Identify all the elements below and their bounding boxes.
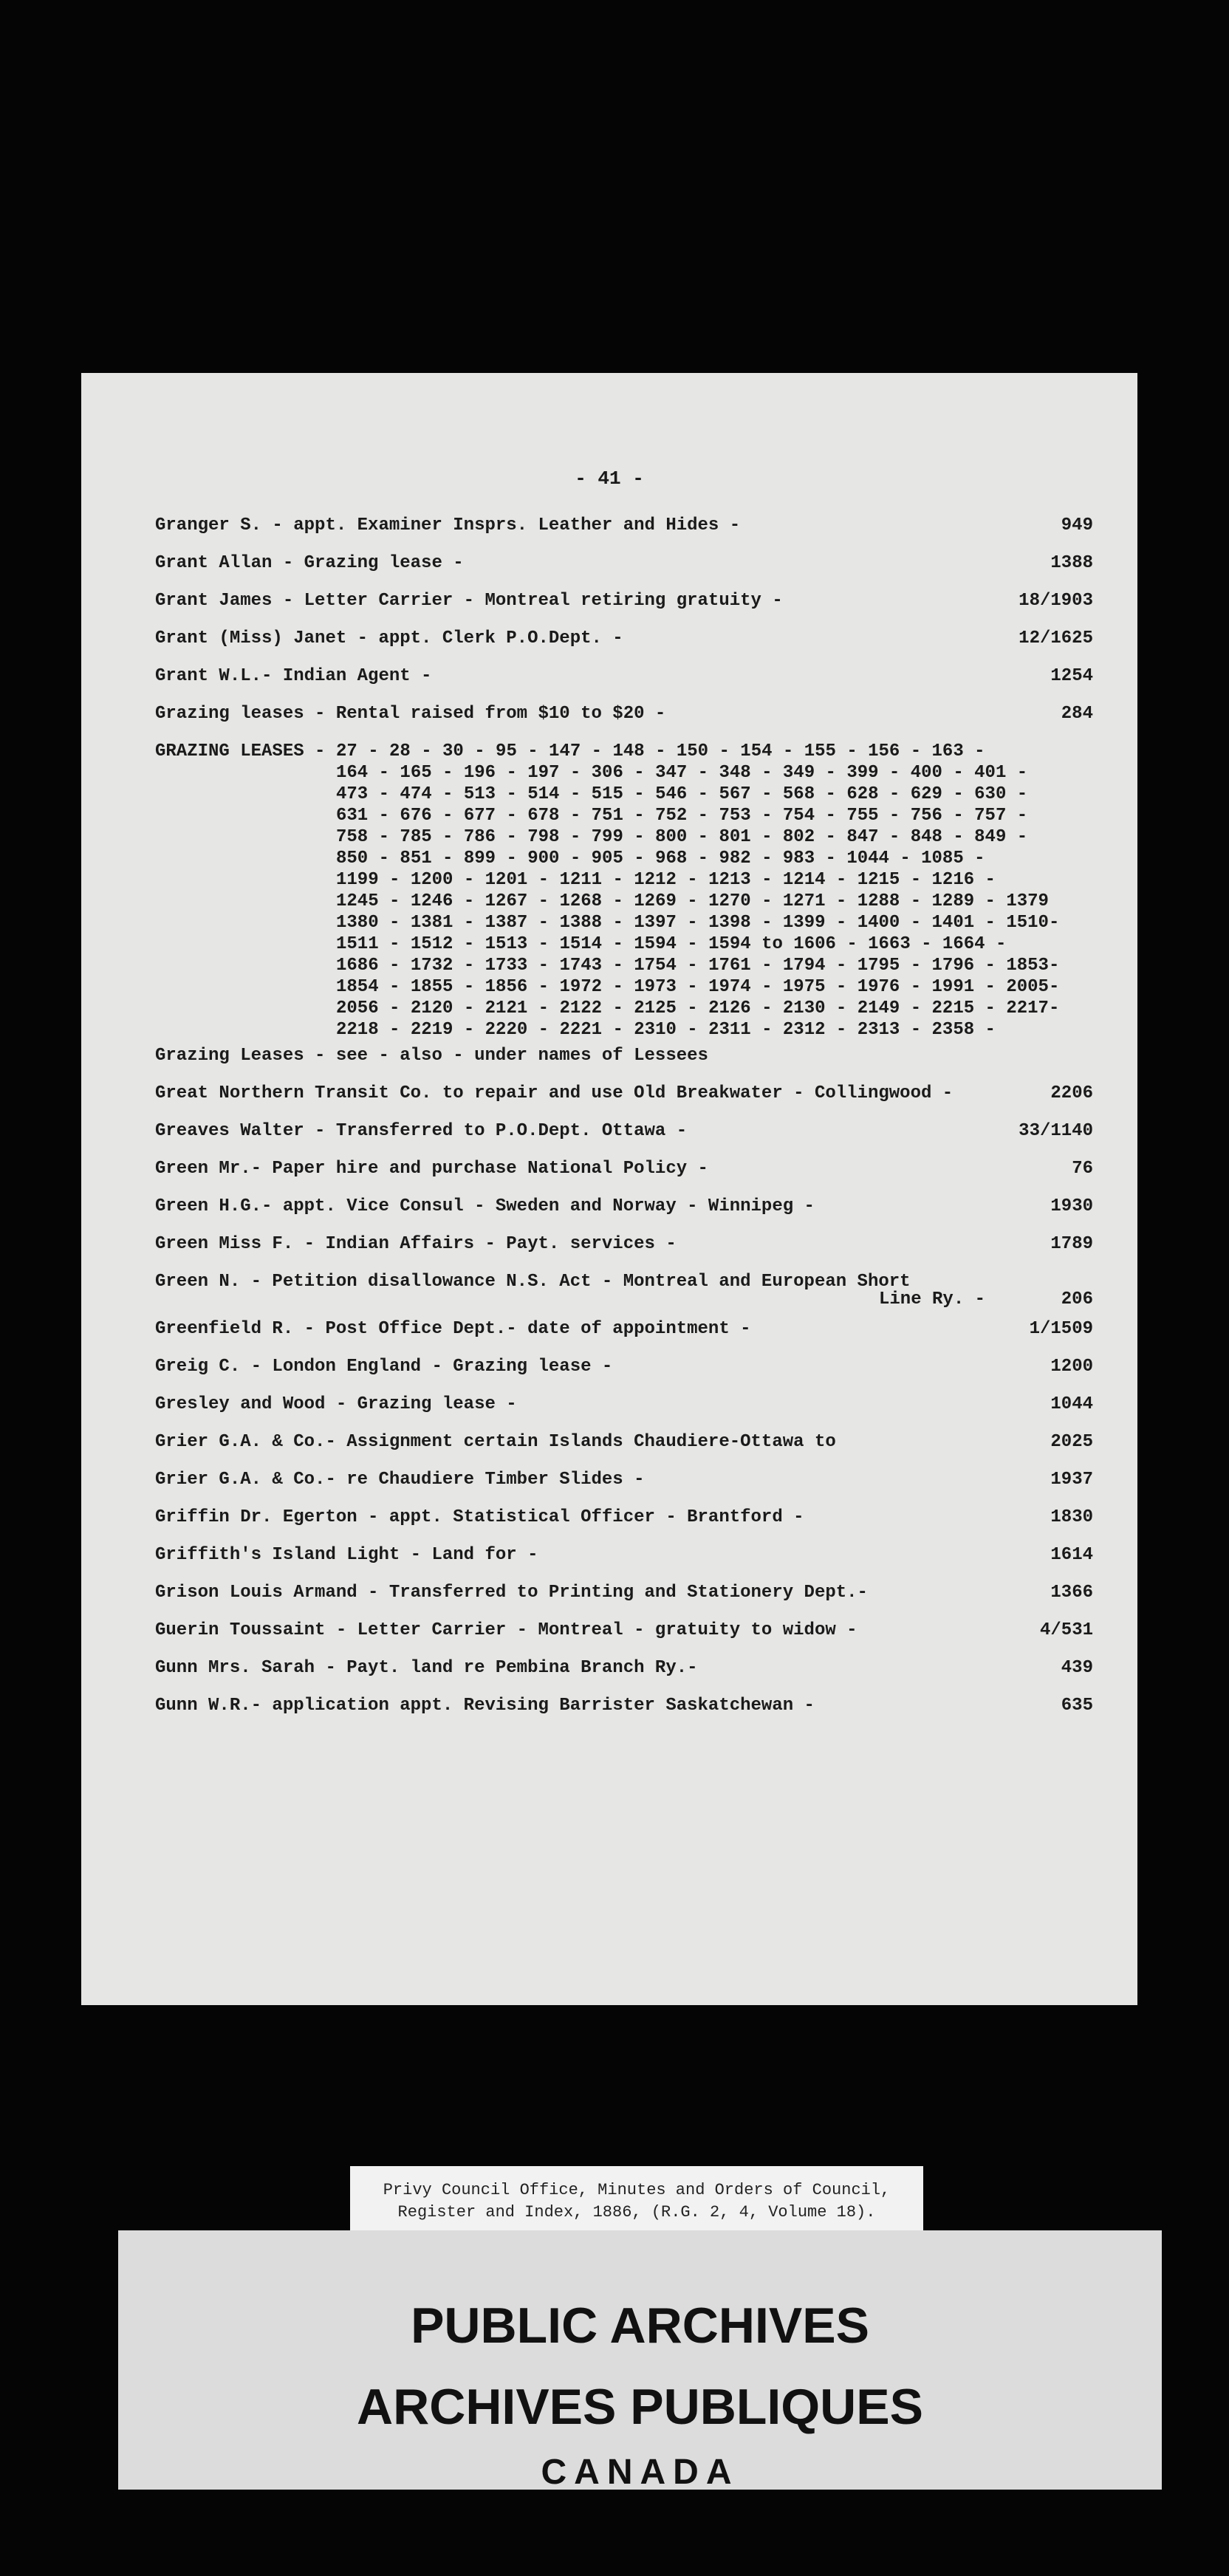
index-entry [155,1620,1093,1657]
index-entry [155,1544,1093,1582]
index-page [81,373,1137,2005]
entry-text: Guerin Toussaint - Letter Carrier - Montreal - gratuity to widow - [155,1620,857,1640]
grazing-leases-line: 631 - 676 - 677 - 678 - 751 - 752 - 753 - 754 - 755 - 756 - 757 - [336,806,1028,826]
index-entry [155,1469,1093,1507]
grazing-leases-line: 1511 - 1512 - 1513 - 1514 - 1594 - 1594 to 1606 - 1663 - 1664 - [336,934,1007,954]
entry-text: Green N. - Petition disallowance N.S. Act - Montreal and European Short [155,1272,911,1292]
entry-reference: 18/1903 [1019,591,1093,611]
entry-reference: 33/1140 [1019,1121,1093,1141]
archives-banner [118,2230,1162,2490]
entry-text: Grazing Leases - see - also - under names of Lessees [155,1046,708,1066]
entry-text: Green H.G.- appt. Vice Consul - Sweden and Norway - Winnipeg - [155,1196,815,1216]
entry-text: Grant James - Letter Carrier - Montreal retiring gratuity - [155,591,783,611]
entry-reference: 1930 [1050,1196,1093,1216]
index-entry [155,1045,1093,1083]
grazing-leases-line: 1854 - 1855 - 1856 - 1972 - 1973 - 1974 - 1975 - 1976 - 1991 - 2005- [336,977,1060,997]
index-entry [155,1120,1093,1158]
banner-title-en: PUBLIC ARCHIVES [411,2298,869,2354]
index-entry [155,1083,1093,1120]
grazing-leases-line: 1380 - 1381 - 1387 - 1388 - 1397 - 1398 - 1399 - 1400 - 1401 - 1510- [336,913,1060,933]
entry-text: Gunn W.R.- application appt. Revising Barrister Saskatchewan - [155,1696,815,1716]
entry-text: Griffin Dr. Egerton - appt. Statistical Officer - Brantford - [155,1507,804,1527]
entry-reference: 1830 [1050,1507,1093,1527]
banner-country: CANADA [541,2453,739,2492]
entry-text: Grier G.A. & Co.- Assignment certain Islands Chaudiere-Ottawa to [155,1432,836,1452]
source-caption [350,2166,923,2240]
entry-reference: 1789 [1050,1234,1093,1254]
grazing-leases-line: 1245 - 1246 - 1267 - 1268 - 1269 - 1270 - 1271 - 1288 - 1289 - 1379 [336,891,1049,911]
entry-reference: 1254 [1050,666,1093,686]
index-entry [155,515,1093,552]
index-entry [155,628,1093,665]
index-entry [155,1507,1093,1544]
index-entry [155,1431,1093,1469]
entry-text: Greaves Walter - Transferred to P.O.Dept. Ottawa - [155,1121,688,1141]
grazing-leases-label: GRAZING LEASES - [155,741,326,761]
page-number: - 41 - [575,467,644,490]
caption-line: Register and Index, 1886, (R.G. 2, 4, Volume 18). [397,2203,876,2222]
grazing-leases-line: 758 - 785 - 786 - 798 - 799 - 800 - 801 - 802 - 847 - 848 - 849 - [336,827,1028,847]
index-entry [155,1657,1093,1695]
grazing-leases-entry [155,741,1093,1041]
entry-text: Grazing leases - Rental raised from $10 to $20 - [155,704,666,724]
entry-text: Gunn Mrs. Sarah - Payt. land re Pembina Branch Ry.- [155,1658,698,1678]
index-entry [155,1318,1093,1356]
entry-reference: 439 [1061,1658,1093,1678]
grazing-leases-line: 850 - 851 - 899 - 900 - 905 - 968 - 982 - 983 - 1044 - 1085 - [336,849,985,869]
entry-text: Gresley and Wood - Grazing lease - [155,1394,517,1414]
entry-text: Grison Louis Armand - Transferred to Printing and Stationery Dept.- [155,1583,868,1603]
entry-reference: 1366 [1050,1583,1093,1603]
entry-reference: 1044 [1050,1394,1093,1414]
entry-reference: 2206 [1050,1083,1093,1103]
index-entry [155,1158,1093,1196]
entry-text: Grant Allan - Grazing lease - [155,553,464,573]
entry-text: Granger S. - appt. Examiner Insprs. Leather and Hides - [155,515,741,535]
entry-text: Grant (Miss) Janet - appt. Clerk P.O.Dept. - [155,628,623,648]
entry-text: Great Northern Transit Co. to repair and use Old Breakwater - Collingwood - [155,1083,954,1103]
entry-reference: 12/1625 [1019,628,1093,648]
grazing-leases-line: 1686 - 1732 - 1733 - 1743 - 1754 - 1761 - 1794 - 1795 - 1796 - 1853- [336,956,1060,976]
index-entries [155,515,1093,1733]
index-entry [155,552,1093,590]
grazing-leases-line: 2218 - 2219 - 2220 - 2221 - 2310 - 2311 - 2312 - 2313 - 2358 - [336,1020,996,1040]
entry-reference: 284 [1061,704,1093,724]
entry-reference: 1614 [1050,1545,1093,1565]
entry-text: Green Miss F. - Indian Affairs - Payt. services - [155,1234,677,1254]
index-entry [155,1394,1093,1431]
entry-reference: 949 [1061,515,1093,535]
entry-reference: 1937 [1050,1470,1093,1490]
grazing-leases-line: 27 - 28 - 30 - 95 - 147 - 148 - 150 - 154 - 155 - 156 - 163 - [336,741,985,761]
index-entry [155,1271,1093,1318]
entry-text: Grier G.A. & Co.- re Chaudiere Timber Slides - [155,1470,645,1490]
entry-text: Greenfield R. - Post Office Dept.- date of appointment - [155,1319,751,1339]
entry-text: Griffith's Island Light - Land for - [155,1545,538,1565]
entry-reference: 1/1509 [1029,1319,1093,1339]
grazing-leases-line: 164 - 165 - 196 - 197 - 306 - 347 - 348 - 349 - 399 - 400 - 401 - [336,763,1028,783]
index-entry [155,1695,1093,1733]
entry-text: Green Mr.- Paper hire and purchase National Policy - [155,1159,708,1179]
entry-text: Grant W.L.- Indian Agent - [155,666,432,686]
banner-title-fr: ARCHIVES PUBLIQUES [357,2379,923,2435]
entry-reference: 76 [1072,1159,1093,1179]
index-entry [155,1582,1093,1620]
index-entry [155,590,1093,628]
index-entry [155,1196,1093,1233]
entry-reference: 635 [1061,1696,1093,1716]
entry-reference: 4/531 [1039,1620,1093,1640]
entry-reference: 1388 [1050,553,1093,573]
index-entry [155,703,1093,741]
caption-line: Privy Council Office, Minutes and Orders of Council, [383,2181,891,2199]
grazing-leases-line: 2056 - 2120 - 2121 - 2122 - 2125 - 2126 - 2130 - 2149 - 2215 - 2217- [336,998,1060,1018]
grazing-leases-line: 473 - 474 - 513 - 514 - 515 - 546 - 567 - 568 - 628 - 629 - 630 - [336,784,1028,804]
entry-reference: 206 [1061,1289,1093,1309]
entry-reference: 1200 [1050,1357,1093,1377]
entry-text: Greig C. - London England - Grazing lease - [155,1357,613,1377]
entry-text-continued: Line Ry. - [879,1289,986,1309]
index-entry [155,665,1093,703]
index-entry [155,1233,1093,1271]
grazing-leases-line: 1199 - 1200 - 1201 - 1211 - 1212 - 1213 - 1214 - 1215 - 1216 - [336,870,996,890]
entry-reference: 2025 [1050,1432,1093,1452]
index-entry [155,1356,1093,1394]
